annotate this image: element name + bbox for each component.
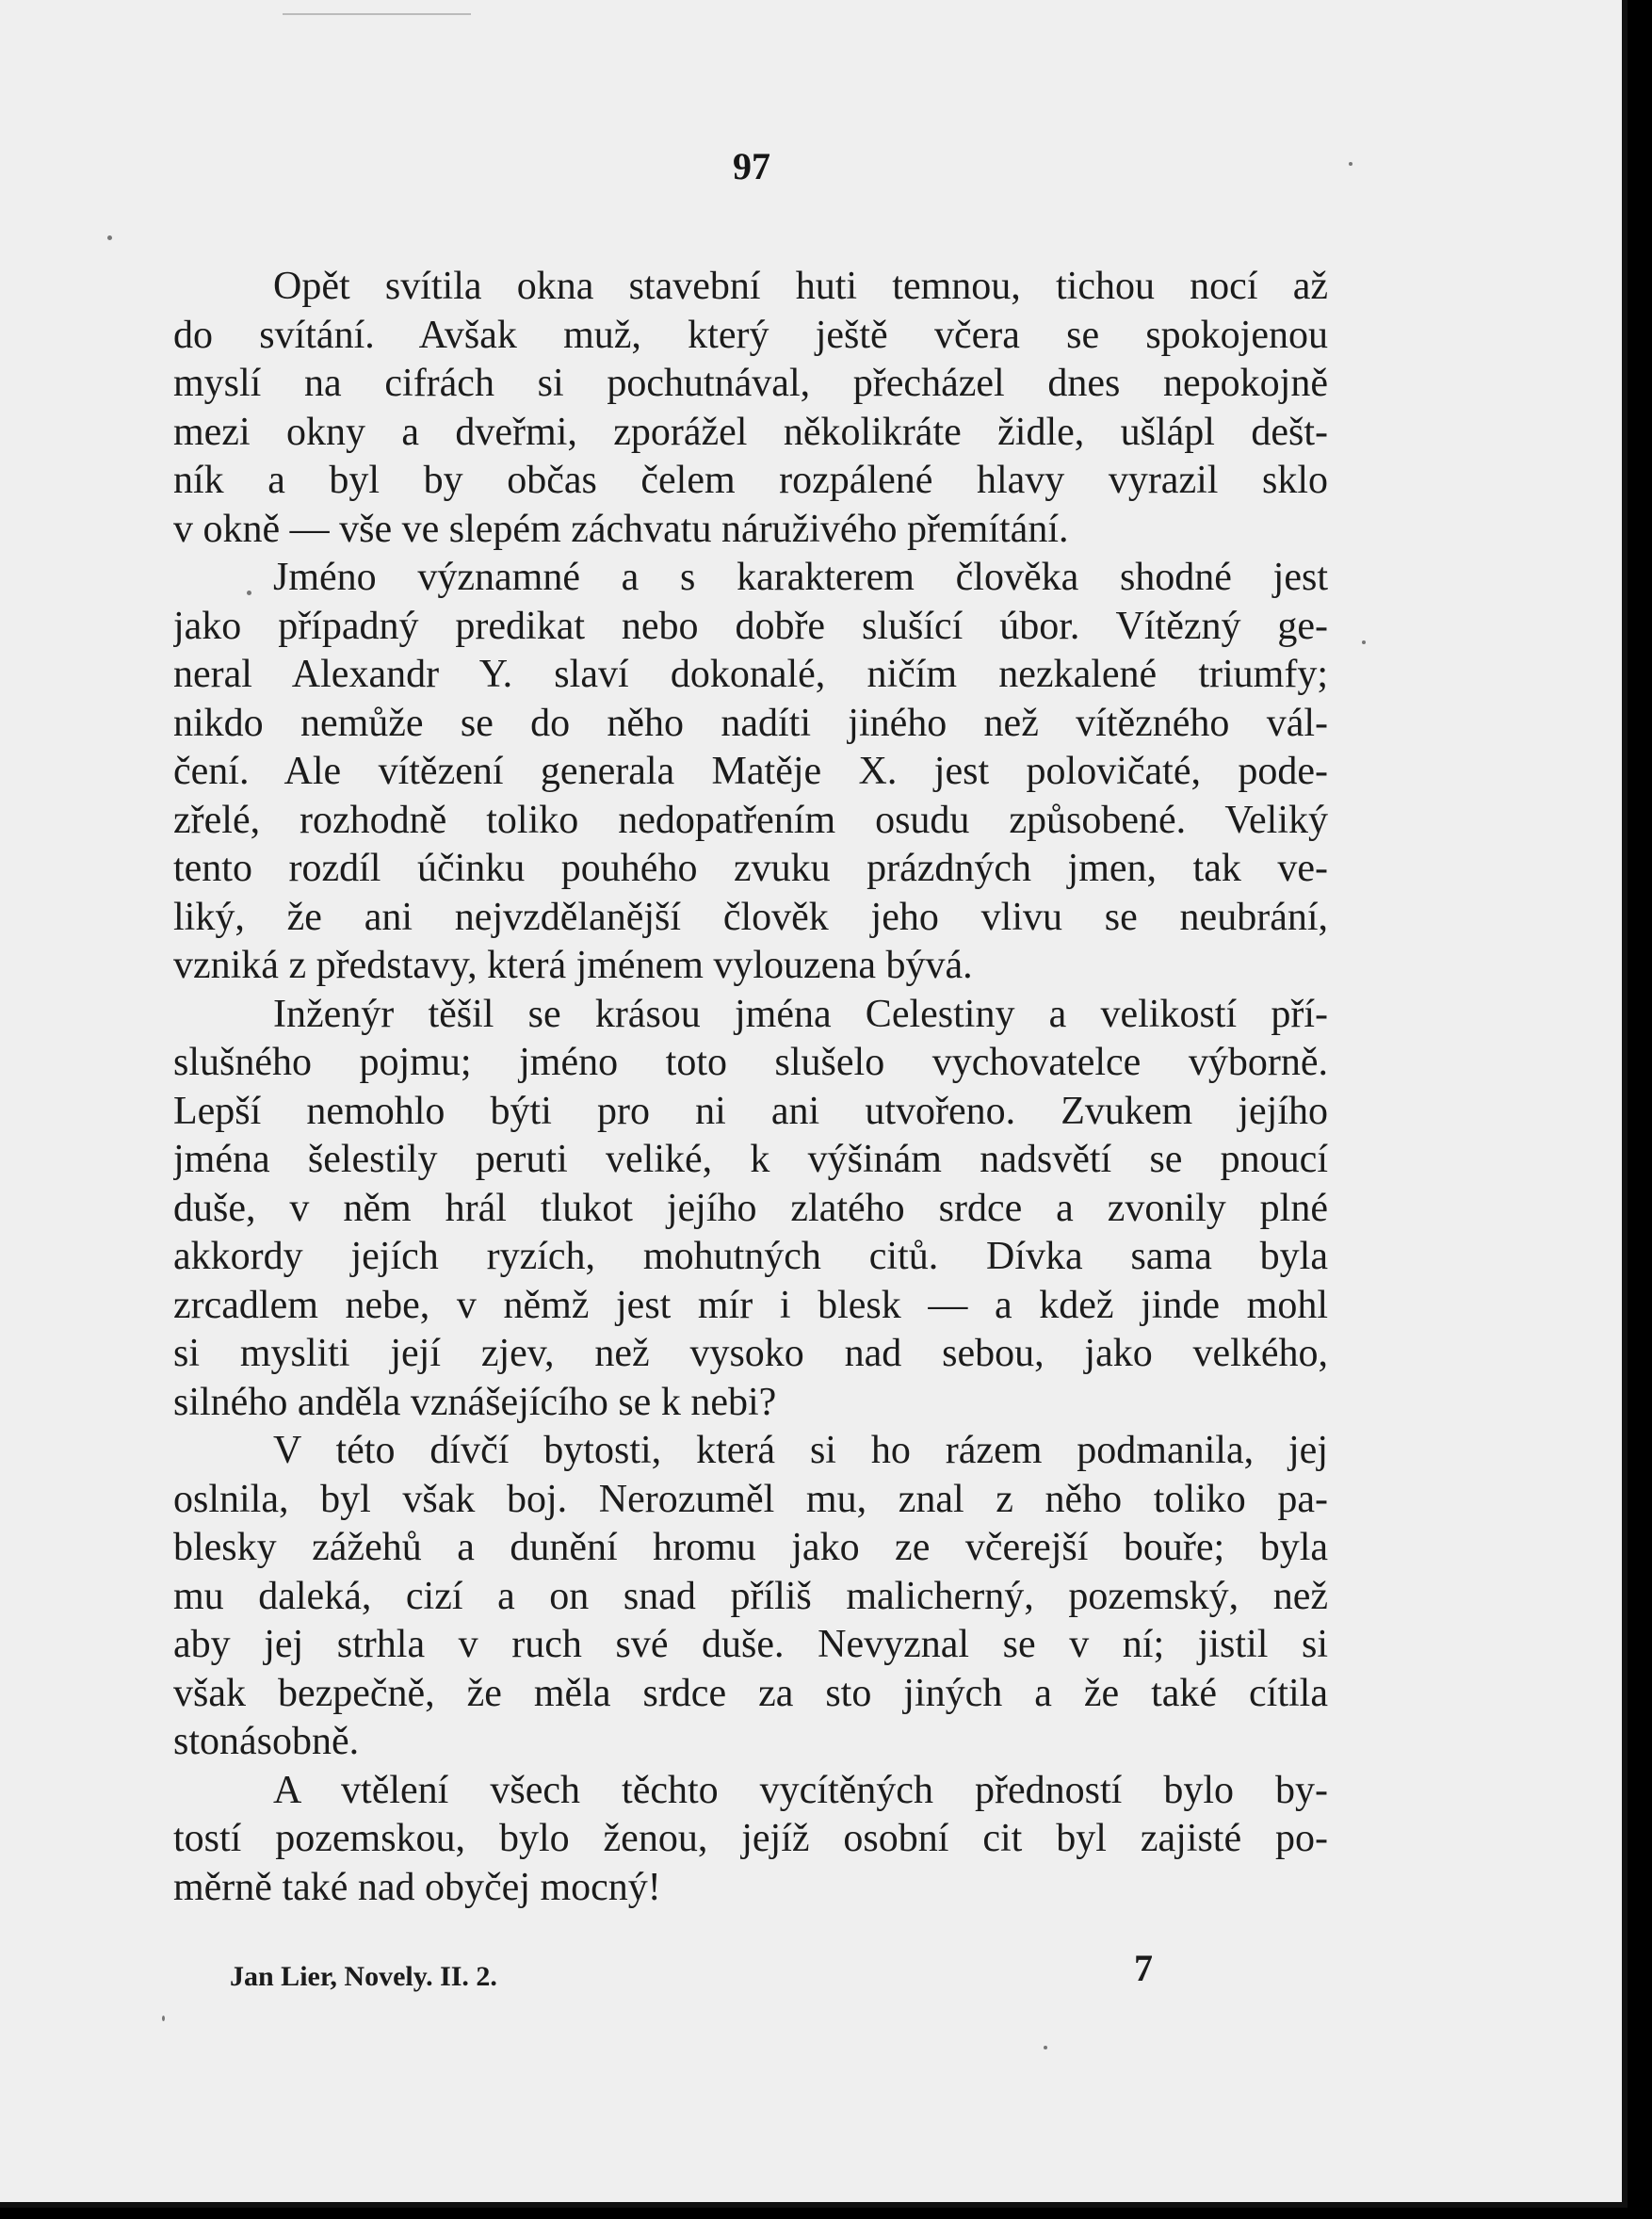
text-line: Inženýr těšil se krásou jména Celestiny a velikostí pří-: [273, 992, 1328, 1036]
scan-speck: [1349, 162, 1352, 166]
paragraph: [173, 554, 1328, 991]
paragraph: [173, 1427, 1328, 1767]
text-line: stonásobně.: [173, 1720, 360, 1763]
paragraph: [173, 991, 1328, 1428]
text-line: A vtělení všech těchto vycítěných předností bylo by-: [273, 1768, 1328, 1812]
text-line: si mysliti její zjev, než vysoko nad sebou, jako velkého,: [173, 1332, 1328, 1375]
text-line: aby jej strhla v ruch své duše. Nevyznal se v ní; jistil si: [173, 1623, 1328, 1666]
text-line: měrně také nad obyčej mocný!: [173, 1865, 661, 1909]
text-line: ník a byl by občas čelem rozpálené hlavy vyrazil sklo: [173, 459, 1328, 502]
page-number: 97: [733, 145, 770, 187]
text-line: oslnila, byl však boj. Nerozuměl mu, znal z něho toliko pa-: [173, 1477, 1328, 1521]
text-line: silného anděla vznášejícího se k nebi?: [173, 1380, 777, 1424]
scan-speck: [107, 235, 112, 240]
scan-speck: [1362, 640, 1366, 644]
text-line: jména šelestily peruti veliké, k výšinám nadsvětí se pnoucí: [173, 1138, 1328, 1181]
scan-speck: [247, 591, 251, 595]
scan-speck: [162, 2016, 165, 2021]
text-line: tento rozdíl účinku pouhého zvuku prázdných jmen, tak ve-: [173, 847, 1328, 890]
text-line: duše, v něm hrál tlukot jejího zlatého srdce a zvonily plné: [173, 1186, 1328, 1230]
text-line: čení. Ale vítězení generala Matěje X. jest polovičaté, pode-: [173, 750, 1328, 793]
text-line: jako případný predikat nebo dobře slušící úbor. Vítězný ge-: [173, 604, 1328, 648]
footer-signature: Jan Lier, Novely. II. 2.: [230, 1961, 497, 1992]
text-line: do svítání. Avšak muž, který ještě včera se spokojenou: [173, 313, 1328, 357]
text-line: nikdo nemůže se do něho nadíti jiného než vítězného vál-: [173, 701, 1328, 745]
text-line: Opět svítila okna stavební huti temnou, tichou nocí až: [273, 265, 1328, 308]
body-text: [173, 263, 1328, 1912]
text-line: slušného pojmu; jméno toto slušelo vychovatelce výborně.: [173, 1041, 1328, 1084]
text-line: vzniká z představy, která jménem vylouzena bývá.: [173, 944, 973, 987]
text-line: zřelé, rozhodně toliko nedopatřením osudu způsobené. Veliký: [173, 798, 1328, 842]
text-line: myslí na cifrách si pochutnával, přecházel dnes nepokojně: [173, 362, 1328, 405]
text-line: neral Alexandr Y. slaví dokonalé, ničím nezkalené triumfy;: [173, 653, 1328, 696]
footer-sheet-number: 7: [1134, 1947, 1153, 1989]
text-line: liký, že ani nejvzdělanější člověk jeho vlivu se neubrání,: [173, 895, 1328, 939]
text-line: V této dívčí bytosti, která si ho rázem podmanila, jej: [273, 1429, 1328, 1472]
text-line: v okně — vše ve slepém záchvatu náruživého přemítání.: [173, 507, 1069, 551]
text-line: Lepší nemohlo býti pro ni ani utvořeno. Zvukem jejího: [173, 1089, 1328, 1133]
text-line: blesky zážehů a dunění hromu jako ze včerejší bouře; byla: [173, 1526, 1328, 1569]
text-line: mezi okny a dveřmi, zporážel několikráte židle, ušlápl dešt-: [173, 410, 1328, 454]
text-line: akkordy jejích ryzích, mohutných citů. Dívka sama byla: [173, 1235, 1328, 1278]
text-line: Jméno významné a s karakterem člověka shodné jest: [273, 556, 1328, 599]
paragraph: [173, 1767, 1328, 1913]
paragraph: [173, 263, 1328, 554]
text-line: mu daleká, cizí a on snad příliš malicherný, pozemský, než: [173, 1574, 1328, 1618]
scan-speck: [1044, 2046, 1047, 2049]
text-line: však bezpečně, že měla srdce za sto jiných a že také cítila: [173, 1671, 1328, 1715]
text-line: tostí pozemskou, bylo ženou, jejíž osobní cit byl zajisté po-: [173, 1817, 1328, 1860]
text-line: zrcadlem nebe, v němž jest mír i blesk — a kdež jinde mohl: [173, 1283, 1328, 1327]
scan-edge-mark: [283, 13, 471, 15]
